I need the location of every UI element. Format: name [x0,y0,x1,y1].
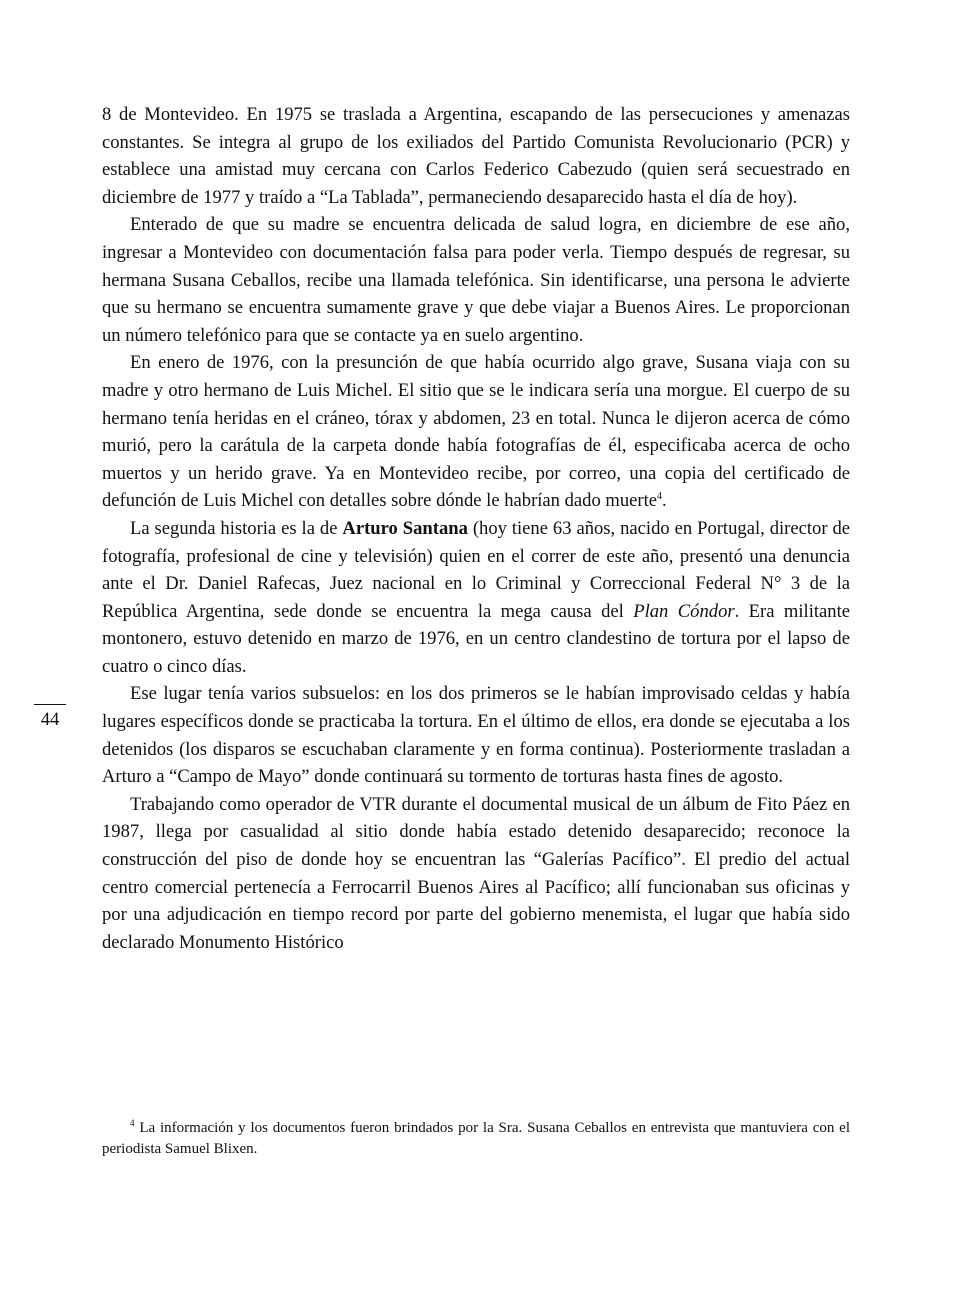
paragraph [102,680,850,790]
paragraph [102,515,850,681]
page-number: 44 [40,709,60,730]
footnote-reference: 4 [657,491,663,503]
paragraph-text: Enterado de que su madre se encuentra delicada de salud logra, en diciembre de ese año, ingresar a Montevideo con documentación falsa para poder verla. Tiempo después de regresar, su hermana Susana Ceballos, recibe una llamada telefónica. Sin identificarse, una persona le advierte que su hermano se encuentra sumamente grave y que debe viajar a Buenos Aires. Le proporcionan un número telefónico para que se contacte ya en suelo argentino. [102,214,850,346]
page-number-rule [34,704,66,705]
paragraph-text: . Era militante montonero, estuvo detenido en marzo de 1976, en un centro clandestino de tortura por el lapso de cuatro o cinco días. [102,600,851,677]
paragraph [102,349,850,515]
bold-text: Arturo Santana [342,517,468,539]
paragraph-text: En enero de 1976, con la presunción de que había ocurrido algo grave, Susana viaja con su madre y otro hermano de Luis Michel. El sitio que se le indicara sería una morgue. El cuerpo de su hermano tenía heridas en el cráneo, tórax y abdomen, 23 en total. Nunca le dijeron acerca de cómo murió, pero la carátula de la carpeta donde había fotografías de él, especificaba acerca de ocho muertos y un herido grave. Ya en Montevideo recibe, por correo, una copia del certificado de defunción de Luis Michel con detalles sobre dónde le habrían dado muerte [102,352,850,512]
italic-text: Plan Cóndor [633,600,735,622]
paragraph-text: Trabajando como operador de VTR durante el documental musical de un álbum de Fito Páez en 1987, llega por casualidad al sitio donde había estado detenido desaparecido; reconoce la construcción del piso de donde hoy se encuentran las “Galerías Pacífico”. El predio del actual centro comercial pertenecía a Ferrocarril Buenos Aires al Pacífico; allí funcionaban sus oficinas y por una adjudicación en tiempo record por parte del gobierno menemista, el lugar que había sido declarado Monumento Histórico [102,793,850,953]
footnote-marker: 4 [130,1118,135,1128]
paragraph [102,211,850,349]
paragraph [102,791,850,957]
paragraph-text: (hoy tiene 63 años, nacido en Portugal, director de fotografía, profesional de cine y televisión) quien en el correr de este año, presentó una denuncia ante el Dr. Daniel Rafecas, Juez nacional en lo Criminal y Correccional Federal N° 3 de la República Argentina, sede donde se encuentra la mega causa del [102,517,851,622]
paragraph-text: La segunda historia es la de [130,517,343,539]
footnote [102,1118,850,1160]
paragraph-text: . [662,490,667,512]
body-text [102,101,850,956]
paragraph-text: Ese lugar tenía varios subsuelos: en los dos primeros se le habían improvisado celdas y había lugares específicos donde se practicaba la tortura. En el último de ellos, era donde se ejecutaba a los detenidos (los disparos se escuchaban claramente y en forma continua). Posteriormente trasladan a Arturo a “Campo de Mayo” donde continuará su tormento de torturas hasta fines de agosto. [102,683,850,788]
paragraph-text: 8 de Montevideo. En 1975 se traslada a Argentina, escapando de las persecuciones y amenazas constantes. Se integra al grupo de los exiliados del Partido Comunista Revolucionario (PCR) y establece una amistad muy cercana con Carlos Federico Cabezudo (quien será secuestrado en diciembre de 1977 y traído a “La Tablada”, permaneciendo desaparecido hasta el día de hoy). [102,104,850,208]
paragraph [102,101,850,211]
footnote-text: La información y los documentos fueron brindados por la Sra. Susana Ceballos en entrevista que mantuviera con el periodista Samuel Blixen. [102,1120,851,1157]
